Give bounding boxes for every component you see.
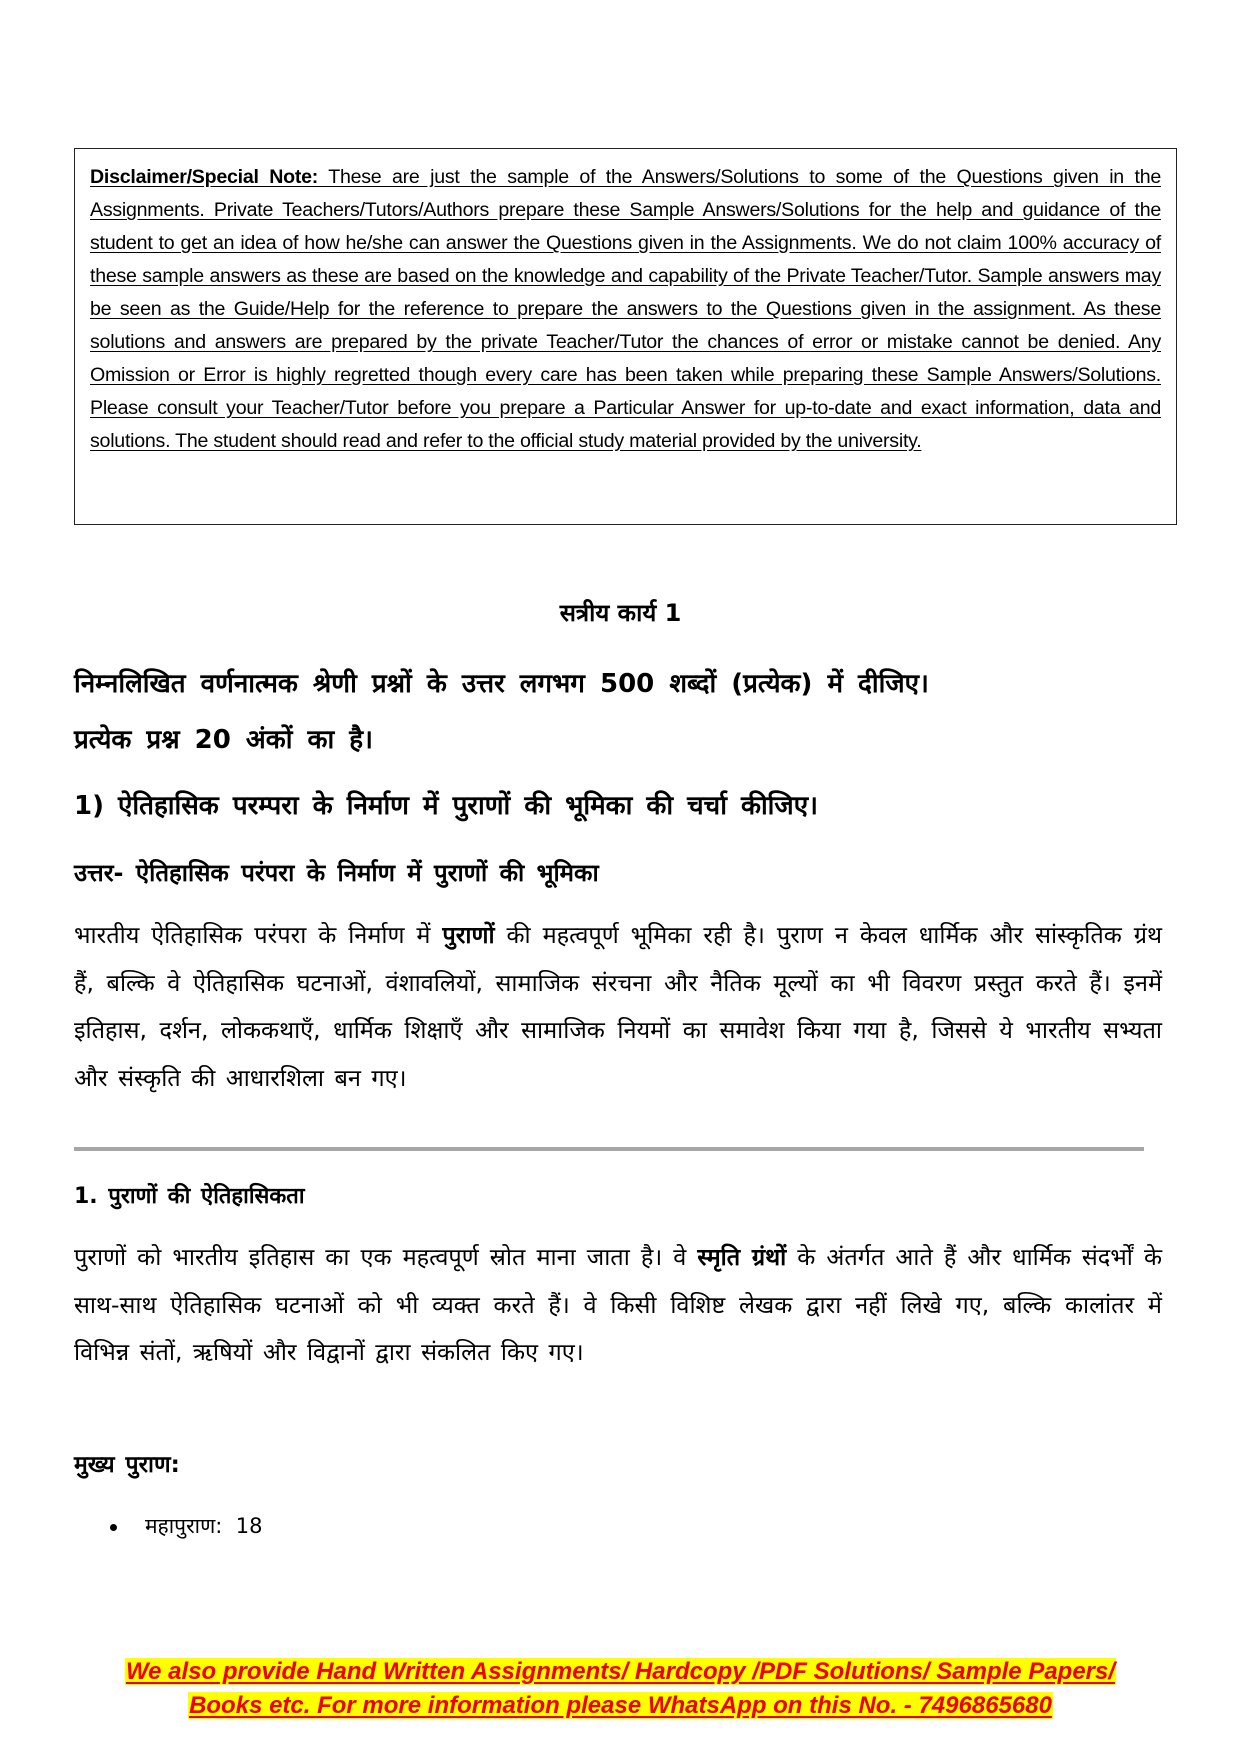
disclaimer-label: Disclaimer/Special Note: — [90, 166, 319, 188]
assignment-title: सत्रीय कार्य 1 — [559, 599, 682, 627]
horizontal-divider — [74, 1147, 1144, 1151]
footer-banner — [0, 1655, 1241, 1723]
bullet-label: महापुराण: — [145, 1514, 223, 1538]
instructions-line-1: निम्नलिखित वर्णनात्मक श्रेणी प्रश्नों के उत्तर लगभग 500 शब्दों (प्रत्येक) में दीजिए। — [74, 669, 929, 699]
question-1: 1) ऐतिहासिक परम्परा के निर्माण में पुराणों की भूमिका की चर्चा कीजिए। — [74, 791, 818, 821]
section-1-heading: 1. पुराणों की ऐतिहासिकता — [74, 1184, 305, 1209]
bullet-value: 18 — [235, 1514, 263, 1538]
footer-line-1: We also provide Hand Written Assignments/ Hardcopy /PDF Solutions/ Sample Papers/ — [125, 1658, 1116, 1685]
list-item — [110, 1512, 262, 1540]
disclaimer-body: These are just the sample of the Answers/Solutions to some of the Questions given in the Assignments. Private Teachers/Tutors/Authors prepare these Sample Answers/Solutions for the help and guidance of the student to get an idea of how he/she can answer the Questions given in the Assignments. We do not claim 100% accuracy of these sample answers as these are based on the knowledge and capability of the Private Teacher/Tutor. Sample answers may be seen as the Guide/Help for the reference to prepare the answers to the Questions given in the assignment. As these solutions and answers are prepared by the private Teacher/Tutor the chances of error or mistake cannot be denied. Any Omission or Error is highly regretted though every care has been taken while preparing these Sample Answers/Solutions. Please consult your Teacher/Tutor before you prepare a Particular Answer for up-to-date and exact information, data and solutions. The student should read and refer to the official study material provided by the university. — [90, 166, 1161, 452]
section-1-bold-term: स्मृति ग्रंथों — [697, 1243, 787, 1271]
footer-line-2: Books etc. For more information please WhatsApp on this No. - 7496865680 — [189, 1692, 1052, 1719]
section-1-text-start: पुराणों को भारतीय इतिहास का एक महत्वपूर्ण स्रोत माना जाता है। वे — [74, 1243, 698, 1271]
bullet-icon — [110, 1524, 117, 1531]
intro-bold-term: पुराणों — [442, 921, 495, 949]
disclaimer-text — [90, 161, 1161, 458]
disclaimer-box — [74, 148, 1177, 525]
section-1-paragraph — [74, 1234, 1162, 1377]
main-puranas-heading: मुख्य पुराण: — [74, 1452, 180, 1478]
intro-text-rest: की महत्वपूर्ण भूमिका रही है। पुराण न केवल धार्मिक और सांस्कृतिक ग्रंथ हैं, बल्कि वे ऐतिहासिक घटनाओं, वंशावलियों, सामाजिक संरचना और नैतिक मूल्यों का भी विवरण प्रस्तुत करते हैं। इनमें इतिहास, दर्शन, लोककथाएँ, धार्मिक शिक्षाएँ और सामाजिक नियमों का समावेश किया गया है, जिससे ये भारतीय सभ्यता और संस्कृति की आधारशिला बन गए। — [74, 921, 1162, 1092]
intro-text-start: भारतीय ऐतिहासिक परंपरा के निर्माण में — [74, 921, 443, 949]
section-1-text-rest: के अंतर्गत आते हैं और धार्मिक संदर्भों के साथ-साथ ऐतिहासिक घटनाओं को भी व्यक्त करते हैं। वे किसी विशिष्ट लेखक द्वारा नहीं लिखे गए, बल्कि कालांतर में विभिन्न संतों, ऋषियों और विद्वानों द्वारा संकलित किए गए। — [74, 1243, 1163, 1366]
intro-paragraph — [74, 912, 1162, 1102]
instructions-line-2: प्रत्येक प्रश्न 20 अंकों का है। — [74, 725, 373, 755]
answer-heading: उत्तर- ऐतिहासिक परंपरा के निर्माण में पुराणों की भूमिका — [74, 859, 599, 887]
